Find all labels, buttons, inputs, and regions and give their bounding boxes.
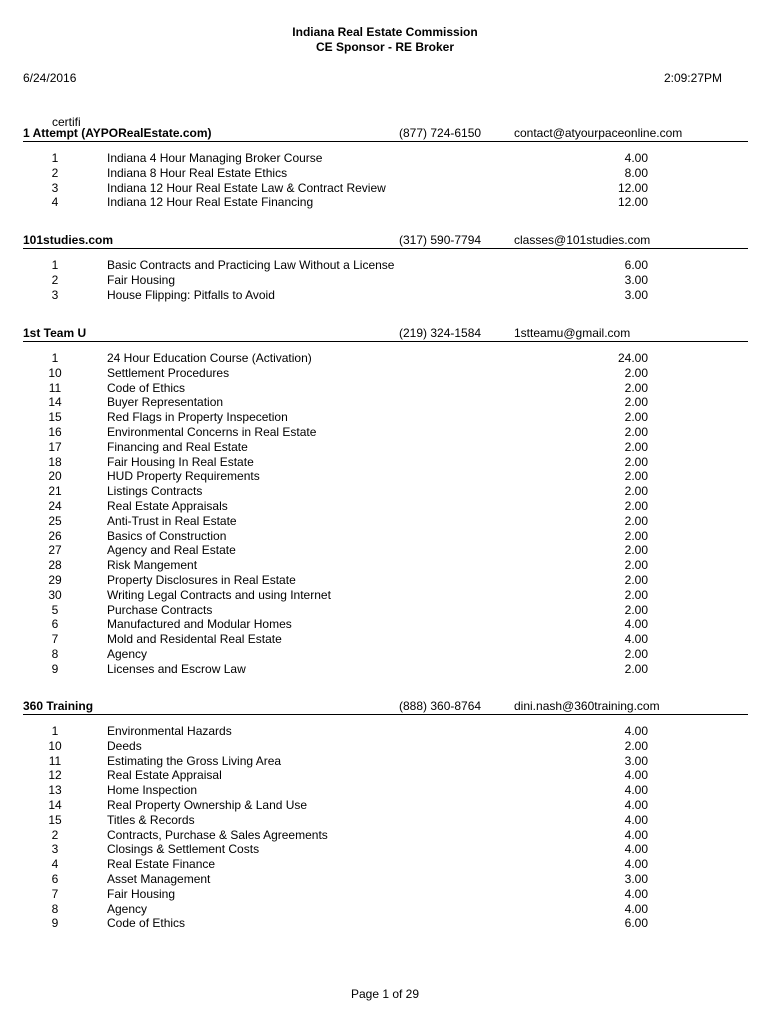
- course-title: Risk Mangement: [107, 558, 198, 573]
- course-number: 24: [48, 498, 62, 513]
- course-title: Environmental Hazards: [107, 724, 232, 738]
- course-number: 6: [51, 871, 59, 886]
- course-number: 10: [48, 365, 62, 380]
- course-number: 1: [51, 724, 59, 738]
- sponsor-email: dini.nash@360training.com: [514, 699, 660, 713]
- course-hours: 2.00: [624, 738, 648, 753]
- course-hours: 2.00: [624, 528, 648, 543]
- course-list: [0, 724, 770, 931]
- course-hours: 2.00: [624, 365, 648, 380]
- course-hours: 4.00: [624, 768, 648, 783]
- course-title: Writing Legal Contracts and using Internet: [107, 587, 331, 602]
- course-hours: 2.00: [624, 454, 648, 469]
- course-title: Buyer Representation: [107, 395, 224, 410]
- sponsor-name: 1st Team U: [23, 326, 87, 340]
- sponsor-header: [0, 325, 770, 341]
- course-number: 4: [51, 195, 59, 210]
- course-title: Closings & Settlement Costs: [107, 842, 260, 857]
- course-row: [0, 872, 770, 887]
- report-subtitle: CE Sponsor - RE Broker: [315, 40, 455, 54]
- course-hours: 6.00: [624, 916, 648, 931]
- course-title: Indiana 4 Hour Managing Broker Course: [107, 151, 323, 165]
- course-list: [0, 351, 770, 677]
- course-row: [0, 195, 770, 210]
- course-number: 14: [48, 797, 62, 812]
- course-row: [0, 151, 770, 166]
- report-date: 6/24/2016: [23, 71, 77, 85]
- course-hours: 8.00: [624, 165, 648, 180]
- course-hours: 6.00: [624, 258, 648, 272]
- course-hours: 4.00: [624, 901, 648, 916]
- sponsor-header: [0, 698, 770, 714]
- course-title: Asset Management: [107, 871, 211, 886]
- course-number: 1: [51, 351, 59, 365]
- course-number: 17: [48, 439, 62, 454]
- course-row: [0, 258, 770, 273]
- course-title: Code of Ethics: [107, 380, 186, 395]
- course-row: [0, 842, 770, 857]
- course-hours: 12.00: [617, 180, 648, 195]
- course-hours: 2.00: [624, 602, 648, 617]
- course-hours: 2.00: [624, 439, 648, 454]
- sponsor-section: [0, 325, 770, 677]
- sponsor-section: [0, 125, 770, 210]
- course-row: [0, 573, 770, 588]
- course-title: Home Inspection: [107, 783, 198, 798]
- course-row: [0, 558, 770, 573]
- course-title: Fair Housing In Real Estate: [107, 454, 254, 469]
- course-row: [0, 617, 770, 632]
- course-title: Red Flags in Property Inspecetion: [107, 410, 288, 425]
- course-number: 5: [51, 602, 59, 617]
- course-title: Purchase Contracts: [107, 602, 213, 617]
- course-number: 9: [51, 661, 59, 676]
- course-hours: 2.00: [624, 646, 648, 661]
- sponsor-email: classes@101studies.com: [514, 233, 651, 247]
- course-hours: 4.00: [624, 617, 648, 632]
- course-hours: 2.00: [624, 380, 648, 395]
- course-title: Fair Housing: [107, 886, 176, 901]
- course-number: 3: [51, 842, 59, 857]
- course-row: [0, 366, 770, 381]
- course-number: 15: [48, 410, 62, 425]
- course-number: 14: [48, 395, 62, 410]
- course-title: Basic Contracts and Practicing Law Without a License: [107, 258, 395, 272]
- course-number: 27: [48, 543, 62, 558]
- course-row: [0, 588, 770, 603]
- course-row: [0, 724, 770, 739]
- course-title: Licenses and Escrow Law: [107, 661, 246, 676]
- course-number: 8: [51, 646, 59, 661]
- course-title: Environmental Concerns in Real Estate: [107, 424, 317, 439]
- course-number: 28: [48, 558, 62, 573]
- course-row: [0, 887, 770, 902]
- sponsor-phone: (877) 724-6150: [399, 126, 482, 140]
- course-hours: 3.00: [624, 272, 648, 287]
- course-hours: 24.00: [617, 351, 648, 365]
- course-title: Real Estate Appraisal: [107, 768, 222, 783]
- course-hours: 2.00: [624, 424, 648, 439]
- course-row: [0, 632, 770, 647]
- course-row: [0, 662, 770, 677]
- course-hours: 4.00: [624, 812, 648, 827]
- course-row: [0, 543, 770, 558]
- course-title: HUD Property Requirements: [107, 469, 260, 484]
- course-row: [0, 647, 770, 662]
- course-title: Real Estate Finance: [107, 857, 216, 872]
- column-fragment: certifi: [52, 115, 81, 129]
- course-title: Code of Ethics: [107, 916, 186, 931]
- course-title: Indiana 12 Hour Real Estate Financing: [107, 195, 314, 210]
- course-number: 7: [51, 632, 59, 647]
- course-row: [0, 828, 770, 843]
- course-number: 20: [48, 469, 62, 484]
- sponsor-header: [0, 232, 770, 248]
- course-hours: 4.00: [624, 857, 648, 872]
- sponsor-email: contact@atyourpaceonline.com: [514, 126, 683, 140]
- course-row: [0, 351, 770, 366]
- course-title: Agency and Real Estate: [107, 543, 236, 558]
- course-number: 6: [51, 617, 59, 632]
- course-number: 11: [48, 753, 62, 768]
- course-title: Anti-Trust in Real Estate: [107, 513, 237, 528]
- sponsor-section: [0, 698, 770, 931]
- course-hours: 2.00: [624, 587, 648, 602]
- course-list: [0, 258, 770, 302]
- sponsor-name: 101studies.com: [23, 233, 114, 247]
- sponsor-phone: (317) 590-7794: [399, 233, 482, 247]
- course-number: 9: [51, 916, 59, 931]
- course-row: [0, 166, 770, 181]
- course-number: 21: [48, 484, 62, 499]
- course-title: Property Disclosures in Real Estate: [107, 572, 296, 587]
- course-row: [0, 798, 770, 813]
- course-number: 2: [51, 272, 59, 287]
- sponsor-section: [0, 232, 770, 302]
- course-title: Mold and Residental Real Estate: [107, 632, 282, 647]
- course-number: 2: [51, 165, 59, 180]
- course-number: 26: [48, 528, 62, 543]
- course-row: [0, 395, 770, 410]
- course-title: Real Property Ownership & Land Use: [107, 797, 308, 812]
- course-row: [0, 381, 770, 396]
- course-title: Agency: [107, 646, 148, 661]
- course-number: 15: [48, 812, 62, 827]
- course-row: [0, 469, 770, 484]
- course-hours: 4.00: [624, 827, 648, 842]
- course-title: House Flipping: Pitfalls to Avoid: [107, 287, 275, 302]
- course-hours: 4.00: [624, 797, 648, 812]
- course-number: 3: [51, 180, 59, 195]
- course-row: [0, 410, 770, 425]
- course-row: [0, 499, 770, 514]
- course-hours: 12.00: [617, 195, 648, 210]
- course-number: 1: [51, 258, 59, 272]
- course-number: 1: [51, 151, 59, 165]
- course-hours: 2.00: [624, 484, 648, 499]
- course-hours: 2.00: [624, 661, 648, 676]
- course-number: 25: [48, 513, 62, 528]
- course-hours: 4.00: [624, 783, 648, 798]
- course-row: [0, 484, 770, 499]
- course-hours: 2.00: [624, 572, 648, 587]
- course-row: [0, 902, 770, 917]
- course-title: Indiana 8 Hour Real Estate Ethics: [107, 165, 288, 180]
- course-number: 10: [48, 738, 62, 753]
- course-title: Financing and Real Estate: [107, 439, 248, 454]
- course-number: 18: [48, 454, 62, 469]
- course-hours: 4.00: [624, 842, 648, 857]
- course-hours: 2.00: [624, 395, 648, 410]
- course-title: Basics of Construction: [107, 528, 227, 543]
- course-hours: 2.00: [624, 513, 648, 528]
- course-list: [0, 151, 770, 210]
- course-row: [0, 273, 770, 288]
- course-number: 16: [48, 424, 62, 439]
- course-number: 4: [51, 857, 59, 872]
- course-hours: 3.00: [624, 871, 648, 886]
- course-title: Estimating the Gross Living Area: [107, 753, 282, 768]
- course-hours: 4.00: [624, 886, 648, 901]
- course-hours: 4.00: [624, 632, 648, 647]
- course-hours: 2.00: [624, 410, 648, 425]
- course-row: [0, 813, 770, 828]
- course-number: 29: [48, 572, 62, 587]
- sponsor-header: [0, 125, 770, 141]
- report-time: 2:09:27PM: [663, 71, 722, 85]
- course-row: [0, 455, 770, 470]
- course-number: 7: [51, 886, 59, 901]
- course-number: 8: [51, 901, 59, 916]
- course-number: 11: [48, 380, 62, 395]
- course-hours: 2.00: [624, 498, 648, 513]
- course-hours: 2.00: [624, 558, 648, 573]
- course-row: [0, 425, 770, 440]
- course-row: [0, 768, 770, 783]
- course-hours: 3.00: [624, 753, 648, 768]
- course-row: [0, 603, 770, 618]
- course-row: [0, 288, 770, 303]
- course-title: Real Estate Appraisals: [107, 498, 228, 513]
- sponsor-name: 1 Attempt (AYPORealEstate.com): [23, 126, 212, 140]
- course-title: Manufactured and Modular Homes: [107, 617, 292, 632]
- sponsor-phone: (888) 360-8764: [399, 699, 482, 713]
- course-number: 12: [48, 768, 62, 783]
- course-title: 24 Hour Education Course (Activation): [107, 351, 312, 365]
- course-row: [0, 181, 770, 196]
- course-hours: 4.00: [624, 151, 648, 165]
- course-row: [0, 857, 770, 872]
- course-number: 30: [48, 587, 62, 602]
- course-hours: 2.00: [624, 469, 648, 484]
- course-row: [0, 739, 770, 754]
- course-number: 3: [51, 287, 59, 302]
- report-title: Indiana Real Estate Commission: [292, 25, 478, 39]
- course-row: [0, 529, 770, 544]
- course-title: Fair Housing: [107, 272, 176, 287]
- course-number: 2: [51, 827, 59, 842]
- page-number: Page 1 of 29: [350, 987, 420, 1001]
- course-row: [0, 440, 770, 455]
- course-title: Listings Contracts: [107, 484, 203, 499]
- course-row: [0, 514, 770, 529]
- sponsor-email: 1stteamu@gmail.com: [514, 326, 631, 340]
- course-title: Indiana 12 Hour Real Estate Law & Contract Review: [107, 180, 386, 195]
- course-row: [0, 783, 770, 798]
- course-hours: 4.00: [624, 724, 648, 738]
- sponsor-name: 360 Training: [23, 699, 94, 713]
- course-number: 13: [48, 783, 62, 798]
- course-title: Deeds: [107, 738, 142, 753]
- course-hours: 2.00: [624, 543, 648, 558]
- course-title: Agency: [107, 901, 148, 916]
- sponsor-phone: (219) 324-1584: [399, 326, 482, 340]
- course-row: [0, 754, 770, 769]
- course-hours: 3.00: [624, 287, 648, 302]
- course-title: Contracts, Purchase & Sales Agreements: [107, 827, 328, 842]
- course-title: Settlement Procedures: [107, 365, 230, 380]
- course-title: Titles & Records: [107, 812, 195, 827]
- course-row: [0, 916, 770, 931]
